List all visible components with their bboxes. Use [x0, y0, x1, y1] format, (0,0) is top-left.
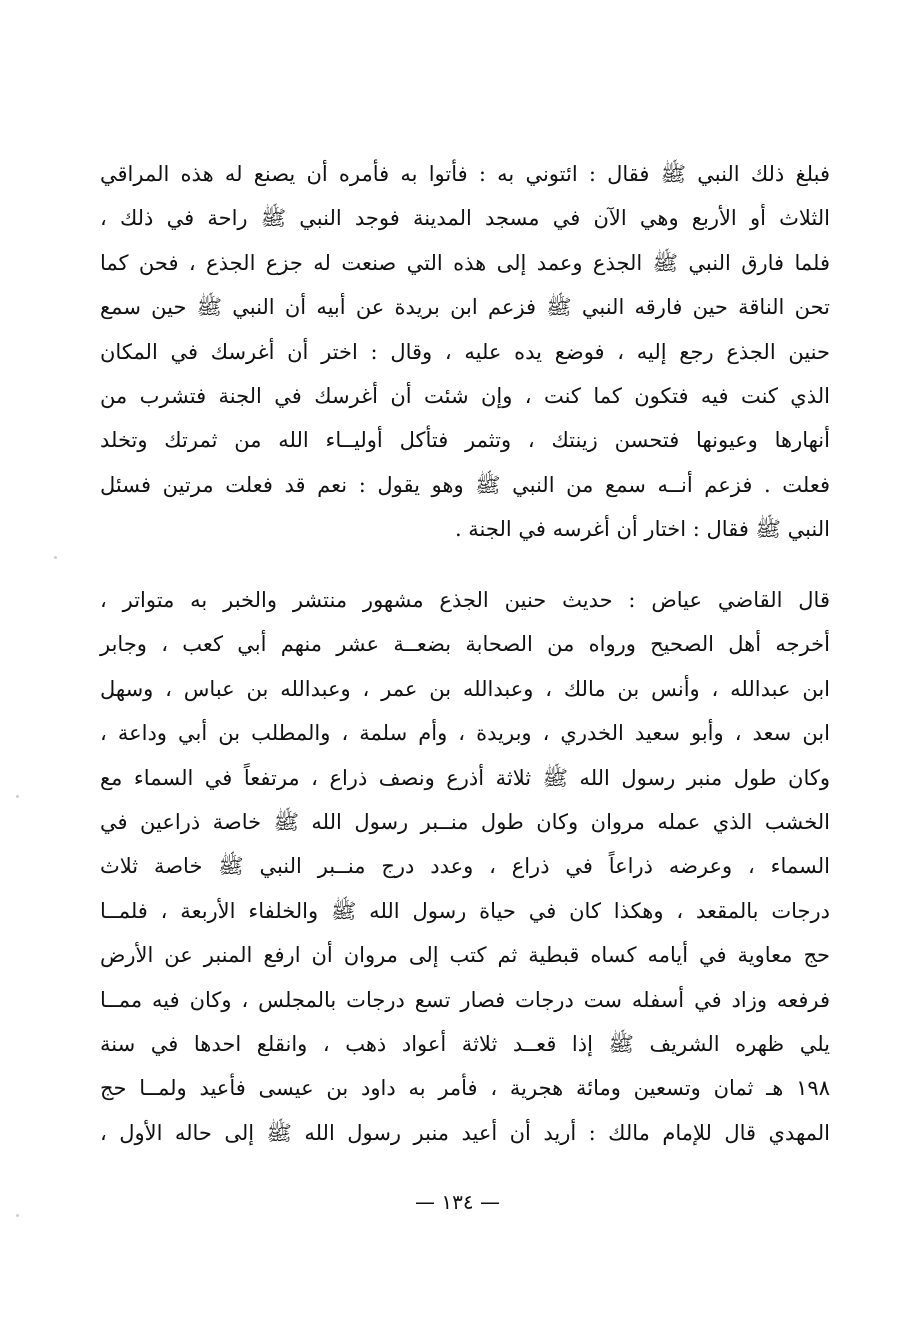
text-line: النبي ﷺ فقال : اختار أن أغرسه في الجنة . [454, 517, 830, 542]
text-line: تحن الناقة حين فارقه النبي ﷺ فزعم ابن بريدة عن أبيه أن النبي ﷺ حين سمع [100, 295, 830, 320]
text-line: فبلغ ذلك النبي ﷺ فقال : ائتوني به : فأتوا به فأمره أن يصنع له هذه المراقي [100, 162, 830, 186]
paragraph-qadi-iyad [100, 578, 830, 1155]
text-line: وكان طول منبر رسول الله ﷺ ثلاثة أذرع ونصف ذراع ، مرتفعاً في السماء مع [100, 765, 830, 790]
text-line: فعلت . فزعم أنــه سمع من النبي ﷺ وهو يقول : نعم قد فعلت مرتين فسئل [100, 472, 830, 497]
text-line: السماء ، وعرضه ذراعاً في ذراع ، وعدد درج منــبر النبي ﷺ خاصة ثلاث [100, 854, 830, 879]
text-line: حنين الجذع رجع إليه ، فوضع يده عليه ، وقال : اختر أن أغرسك في المكان [100, 339, 830, 364]
text-line: أنهارها وعيونها فتحسن زينتك ، وتثمر فتأكل أوليــاء الله من ثمرتك وتخلد [100, 428, 830, 453]
text-line: ابن سعد ، وأبو سعيد الخدري ، وبريدة ، وأم سلمة ، والمطلب بن أبي وداعة ، [100, 721, 830, 746]
text-line: قال القاضي عياض : حديث حنين الجذع مشهور منتشر والخبر به متواتر ، [100, 588, 830, 612]
text-line: يلي ظهره الشريف ﷺ إذا قعــد ثلاثة أعواد ذهب ، وانقلع احدها في سنة [100, 1031, 830, 1056]
scan-speck [54, 556, 57, 559]
text-line: فرفعه وزاد في أسفله ست درجات فصار تسع درجات بالمجلس ، وكان فيه ممــا [100, 987, 830, 1012]
text-line: درجات بالمقعد ، وهكذا كان في حياة رسول الله ﷺ والخلفاء الأربعة ، فلمــا [100, 898, 830, 923]
scan-speck [16, 1214, 19, 1217]
text-line: ١٩٨ هـ ثمان وتسعين ومائة هجرية ، فأمر به داود بن عيسى فأعيد ولمــا حج [100, 1076, 830, 1101]
text-line: الثلاث أو الأربع وهي الآن في مسجد المدينة فوجد النبي ﷺ راحة في ذلك ، [100, 206, 830, 231]
text-line: فلما فارق النبي ﷺ الجذع وعمد إلى هذه التي صنعت له جزع الجذع ، فحن كما [100, 250, 830, 275]
page-number: — ١٣٤ — [415, 1190, 500, 1214]
text-line: الخشب الذي عمله مروان وكان طول منــبر رسول الله ﷺ خاصة ذراعين في [100, 809, 830, 834]
text-line: أخرجه أهل الصحيح ورواه من الصحابة بضعــة عشر منهم أبي كعب ، وجابر [100, 632, 830, 657]
text-line: ابن عبدالله ، وأنس بن مالك ، وعبدالله بن عمر ، وعبدالله بن عباس ، وسهل [100, 676, 830, 701]
text-line: الذي كنت فيه فتكون كما كنت ، وإن شئت أن أغرسك في الجنة فتشرب من [100, 383, 830, 408]
text-line: حج معاوية في أيامه كساه قبطية ثم كتب إلى مروان أن ارفع المنبر عن الأرض [100, 943, 830, 968]
scan-speck [16, 795, 19, 798]
text-line: المهدي قال للإمام مالك : أريد أن أعيد منبر رسول الله ﷺ إلى حاله الأول ، [100, 1120, 830, 1145]
paragraph-hadith-palm-trunk [100, 152, 830, 552]
